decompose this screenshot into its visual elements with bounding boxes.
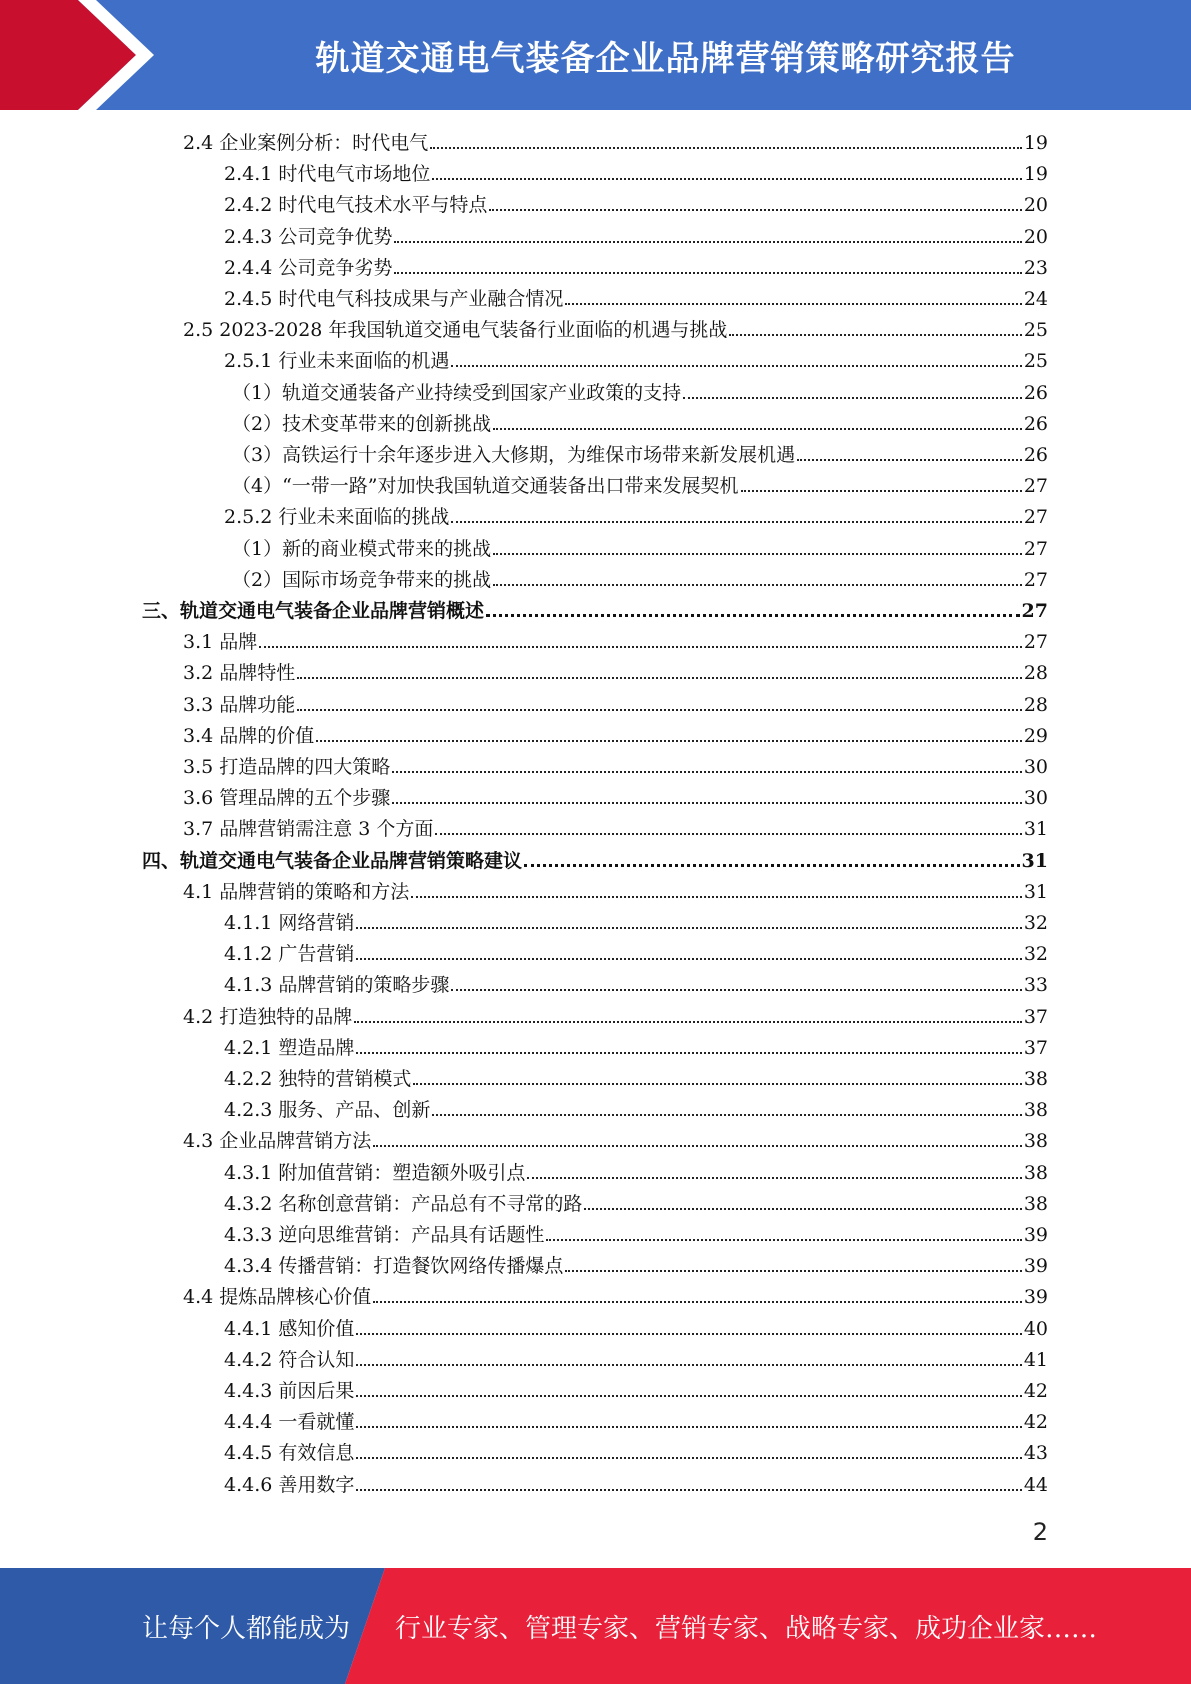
toc-dot-leader bbox=[565, 303, 1021, 305]
toc-entry-title: 4.2.1 塑造品牌 bbox=[224, 1037, 355, 1059]
toc-entry[interactable] bbox=[224, 1064, 1048, 1095]
toc-entry[interactable] bbox=[142, 596, 1048, 627]
toc-dot-leader bbox=[413, 1083, 1021, 1085]
toc-entry-page: 31 bbox=[1023, 818, 1048, 840]
toc-entry[interactable] bbox=[142, 846, 1048, 877]
toc-dot-leader bbox=[373, 1301, 1022, 1303]
toc-dot-leader bbox=[356, 927, 1021, 929]
toc-entry-page: 25 bbox=[1023, 350, 1048, 372]
toc-entry[interactable] bbox=[224, 502, 1048, 533]
toc-entry[interactable] bbox=[224, 159, 1048, 190]
toc-entry-title: （4）“一带一路”对加快我国轨道交通装备出口带来发展契机 bbox=[232, 475, 739, 497]
toc-entry[interactable] bbox=[224, 284, 1048, 315]
toc-entry-page: 40 bbox=[1023, 1318, 1048, 1340]
toc-entry-title: 4.4.2 符合认知 bbox=[224, 1349, 355, 1371]
toc-dot-leader bbox=[493, 553, 1022, 555]
toc-dot-leader bbox=[356, 1395, 1021, 1397]
toc-dot-leader bbox=[451, 521, 1021, 523]
toc-entry-page: 19 bbox=[1023, 163, 1048, 185]
toc-entry-title: 4.4.6 善用数字 bbox=[224, 1474, 355, 1496]
toc-entry-title: 3.4 品牌的价值 bbox=[183, 725, 315, 747]
toc-entry-page: 30 bbox=[1023, 787, 1048, 809]
toc-dot-leader bbox=[729, 334, 1021, 336]
toc-dot-leader bbox=[316, 740, 1022, 742]
toc-dot-leader bbox=[493, 584, 1022, 586]
toc-entry[interactable] bbox=[224, 1314, 1048, 1345]
toc-entry-page: 26 bbox=[1023, 413, 1048, 435]
toc-dot-leader bbox=[451, 989, 1021, 991]
toc-dot-leader bbox=[565, 1270, 1021, 1272]
toc-entry-title: 4.2.2 独特的营销模式 bbox=[224, 1068, 412, 1090]
toc-entry[interactable] bbox=[232, 471, 1048, 502]
toc-dot-leader bbox=[356, 1457, 1021, 1459]
toc-entry[interactable] bbox=[224, 1033, 1048, 1064]
toc-entry-title: 4.3 企业品牌营销方法 bbox=[183, 1130, 372, 1152]
toc-entry[interactable] bbox=[232, 534, 1048, 565]
toc-entry-title: 3.2 品牌特性 bbox=[183, 662, 296, 684]
toc-entry-title: 4.2 打造独特的品牌 bbox=[183, 1006, 353, 1028]
toc-entry-page: 25 bbox=[1023, 319, 1048, 341]
toc-entry-title: 2.4.5 时代电气科技成果与产业融合情况 bbox=[224, 288, 564, 310]
toc-entry-title: 4.4 提炼品牌核心价值 bbox=[183, 1286, 372, 1308]
toc-entry-page: 27 bbox=[1021, 600, 1048, 622]
toc-entry-title: 2.4.4 公司竞争劣势 bbox=[224, 257, 393, 279]
toc-entry-page: 32 bbox=[1023, 912, 1048, 934]
toc-dot-leader bbox=[411, 896, 1022, 898]
toc-entry-title: 4.3.1 附加值营销：塑造额外吸引点 bbox=[224, 1162, 526, 1184]
toc-entry-title: 3.5 打造品牌的四大策略 bbox=[183, 756, 391, 778]
toc-entry-page: 26 bbox=[1023, 444, 1048, 466]
toc-entry-title: 4.4.4 一看就懂 bbox=[224, 1411, 355, 1433]
toc-dot-leader bbox=[356, 1364, 1021, 1366]
header-arrow-decoration bbox=[0, 0, 160, 110]
toc-entry-page: 37 bbox=[1023, 1006, 1048, 1028]
toc-dot-leader bbox=[373, 1145, 1022, 1147]
toc-entry[interactable] bbox=[224, 970, 1048, 1001]
toc-entry[interactable] bbox=[232, 378, 1048, 409]
toc-entry[interactable] bbox=[224, 1376, 1048, 1407]
toc-entry-page: 19 bbox=[1023, 132, 1048, 154]
toc-entry[interactable] bbox=[183, 877, 1048, 908]
toc-entry-page: 42 bbox=[1023, 1380, 1048, 1402]
toc-dot-leader bbox=[354, 1021, 1022, 1023]
toc-entry[interactable] bbox=[232, 440, 1048, 471]
toc-entry[interactable] bbox=[183, 658, 1048, 689]
toc-entry-page: 37 bbox=[1023, 1037, 1048, 1059]
toc-dot-leader bbox=[546, 1239, 1021, 1241]
toc-entry[interactable] bbox=[183, 1126, 1048, 1157]
report-title: 轨道交通电气装备企业品牌营销策略研究报告 bbox=[315, 38, 1016, 79]
toc-entry[interactable] bbox=[183, 1002, 1048, 1033]
toc-entry-page: 26 bbox=[1023, 382, 1048, 404]
toc-entry-page: 28 bbox=[1023, 694, 1048, 716]
toc-dot-leader bbox=[356, 1426, 1021, 1428]
toc-entry-page: 43 bbox=[1023, 1442, 1048, 1464]
toc-entry[interactable] bbox=[183, 315, 1048, 346]
toc-entry-title: （1）新的商业模式带来的挑战 bbox=[232, 538, 492, 560]
toc-entry-page: 27 bbox=[1023, 475, 1048, 497]
toc-dot-leader bbox=[683, 397, 1022, 399]
toc-entry-title: （3）高铁运行十余年逐步进入大修期，为维保市场带来新发展机遇 bbox=[232, 444, 796, 466]
toc-entry-page: 38 bbox=[1023, 1099, 1048, 1121]
toc-entry[interactable] bbox=[183, 128, 1048, 159]
toc-entry-page: 27 bbox=[1023, 631, 1048, 653]
toc-entry-title: （2）技术变革带来的创新挑战 bbox=[232, 413, 492, 435]
toc-entry-page: 42 bbox=[1023, 1411, 1048, 1433]
toc-entry-page: 29 bbox=[1023, 725, 1048, 747]
toc-entry-title: 2.4.1 时代电气市场地位 bbox=[224, 163, 431, 185]
toc-dot-leader bbox=[451, 365, 1021, 367]
toc-entry[interactable] bbox=[224, 190, 1048, 221]
toc-dot-leader bbox=[356, 1489, 1021, 1491]
toc-entry-page: 38 bbox=[1023, 1130, 1048, 1152]
toc-entry-title: 4.3.2 名称创意营销：产品总有不寻常的路 bbox=[224, 1193, 583, 1215]
toc-entry[interactable] bbox=[224, 1189, 1048, 1220]
toc-dot-leader bbox=[493, 428, 1022, 430]
toc-dot-leader bbox=[297, 709, 1022, 711]
toc-entry-title: 2.5 2023-2028 年我国轨道交通电气装备行业面临的机遇与挑战 bbox=[183, 319, 728, 341]
toc-entry[interactable] bbox=[224, 939, 1048, 970]
toc-dot-leader bbox=[356, 1333, 1021, 1335]
toc-entry[interactable] bbox=[224, 253, 1048, 284]
toc-entry[interactable] bbox=[232, 565, 1048, 596]
toc-entry-page: 31 bbox=[1021, 850, 1048, 872]
toc-entry-title: 2.5.1 行业未来面临的机遇 bbox=[224, 350, 450, 372]
toc-entry[interactable] bbox=[224, 346, 1048, 377]
toc-entry[interactable] bbox=[224, 1407, 1048, 1438]
toc-entry[interactable] bbox=[224, 908, 1048, 939]
toc-entry-title: 3.6 管理品牌的五个步骤 bbox=[183, 787, 391, 809]
footer-slogan-right: 行业专家、管理专家、营销专家、战略专家、成功企业家…… bbox=[395, 1613, 1098, 1644]
toc-dot-leader bbox=[392, 771, 1022, 773]
toc-dot-leader bbox=[356, 1052, 1021, 1054]
toc-entry-title: （2）国际市场竞争带来的挑战 bbox=[232, 569, 492, 591]
toc-entry[interactable] bbox=[224, 1470, 1048, 1501]
toc-entry-title: 4.1 品牌营销的策略和方法 bbox=[183, 881, 410, 903]
toc-dot-leader bbox=[489, 209, 1021, 211]
toc-dot-leader bbox=[797, 459, 1022, 461]
toc-entry-title: 2.5.2 行业未来面临的挑战 bbox=[224, 506, 450, 528]
toc-dot-leader bbox=[394, 241, 1021, 243]
toc-entry-page: 41 bbox=[1023, 1349, 1048, 1371]
toc-dot-leader bbox=[392, 802, 1022, 804]
toc-dot-leader bbox=[584, 1208, 1021, 1210]
toc-dot-leader bbox=[741, 490, 1022, 492]
toc-entry[interactable] bbox=[183, 627, 1048, 658]
toc-entry-title: 三、轨道交通电气装备企业品牌营销概述 bbox=[142, 600, 485, 622]
toc-dot-leader bbox=[432, 178, 1021, 180]
toc-entry-title: 3.3 品牌功能 bbox=[183, 694, 296, 716]
toc-entry-page: 23 bbox=[1023, 257, 1048, 279]
toc-entry-title: 2.4.3 公司竞争优势 bbox=[224, 226, 393, 248]
toc-entry-title: （1）轨道交通装备产业持续受到国家产业政策的支持 bbox=[232, 382, 682, 404]
toc-entry[interactable] bbox=[224, 1438, 1048, 1469]
toc-entry[interactable] bbox=[224, 222, 1048, 253]
toc-entry[interactable] bbox=[183, 752, 1048, 783]
toc-entry-page: 27 bbox=[1023, 538, 1048, 560]
toc-entry-page: 24 bbox=[1023, 288, 1048, 310]
toc-dot-leader bbox=[486, 614, 1020, 617]
toc-entry[interactable] bbox=[224, 1158, 1048, 1189]
toc-dot-leader bbox=[432, 1114, 1021, 1116]
toc-dot-leader bbox=[430, 147, 1022, 149]
footer-slogan-left: 让每个人都能成为 bbox=[142, 1613, 351, 1644]
toc-entry[interactable] bbox=[224, 1251, 1048, 1282]
toc-entry-title: 2.4 企业案例分析：时代电气 bbox=[183, 132, 429, 154]
toc-dot-leader bbox=[435, 833, 1021, 835]
toc-entry-title: 3.7 品牌营销需注意 3 个方面 bbox=[183, 818, 434, 840]
toc-entry-page: 38 bbox=[1023, 1193, 1048, 1215]
toc-entry-title: 4.4.3 前因后果 bbox=[224, 1380, 355, 1402]
toc-entry-page: 27 bbox=[1023, 506, 1048, 528]
toc-entry-title: 4.4.5 有效信息 bbox=[224, 1442, 355, 1464]
toc-entry-page: 39 bbox=[1023, 1286, 1048, 1308]
toc-entry[interactable] bbox=[224, 1220, 1048, 1251]
toc-entry-title: 4.4.1 感知价值 bbox=[224, 1318, 355, 1340]
toc-entry-title: 3.1 品牌 bbox=[183, 631, 258, 653]
toc-dot-leader bbox=[356, 958, 1021, 960]
toc-entry[interactable] bbox=[224, 1095, 1048, 1126]
toc-dot-leader bbox=[297, 677, 1022, 679]
toc-entry-page: 20 bbox=[1023, 226, 1048, 248]
page-header bbox=[0, 0, 1191, 110]
toc-entry[interactable] bbox=[224, 1345, 1048, 1376]
toc-entry[interactable] bbox=[183, 783, 1048, 814]
toc-entry-page: 44 bbox=[1023, 1474, 1048, 1496]
toc-entry-page: 39 bbox=[1023, 1255, 1048, 1277]
toc-entry-page: 38 bbox=[1023, 1162, 1048, 1184]
toc-entry-page: 30 bbox=[1023, 756, 1048, 778]
toc-entry[interactable] bbox=[183, 721, 1048, 752]
toc-dot-leader bbox=[394, 272, 1021, 274]
toc-entry-title: 4.3.3 逆向思维营销：产品具有话题性 bbox=[224, 1224, 545, 1246]
toc-entry-title: 4.1.1 网络营销 bbox=[224, 912, 355, 934]
toc-entry-page: 20 bbox=[1023, 194, 1048, 216]
toc-entry-title: 四、轨道交通电气装备企业品牌营销策略建议 bbox=[142, 850, 523, 872]
toc-entry[interactable] bbox=[183, 814, 1048, 845]
toc-entry-title: 4.2.3 服务、产品、创新 bbox=[224, 1099, 431, 1121]
toc-entry-page: 27 bbox=[1023, 569, 1048, 591]
toc-entry-page: 28 bbox=[1023, 662, 1048, 684]
toc-entry[interactable] bbox=[183, 690, 1048, 721]
toc-entry-page: 39 bbox=[1023, 1224, 1048, 1246]
toc-entry-title: 4.1.2 广告营销 bbox=[224, 943, 355, 965]
toc-entry-title: 2.4.2 时代电气技术水平与特点 bbox=[224, 194, 488, 216]
toc-entry-page: 38 bbox=[1023, 1068, 1048, 1090]
toc-entry[interactable] bbox=[232, 409, 1048, 440]
toc-entry-page: 33 bbox=[1023, 974, 1048, 996]
toc-entry-title: 4.3.4 传播营销：打造餐饮网络传播爆点 bbox=[224, 1255, 564, 1277]
page-number: 2 bbox=[1032, 1518, 1048, 1546]
toc-entry-page: 31 bbox=[1023, 881, 1048, 903]
toc-entry-page: 32 bbox=[1023, 943, 1048, 965]
toc-dot-leader bbox=[259, 646, 1022, 648]
toc-entry[interactable] bbox=[183, 1282, 1048, 1313]
page-footer bbox=[0, 1568, 1191, 1684]
toc-dot-leader bbox=[527, 1177, 1021, 1179]
toc-dot-leader bbox=[524, 864, 1020, 867]
toc-entry-title: 4.1.3 品牌营销的策略步骤 bbox=[224, 974, 450, 996]
